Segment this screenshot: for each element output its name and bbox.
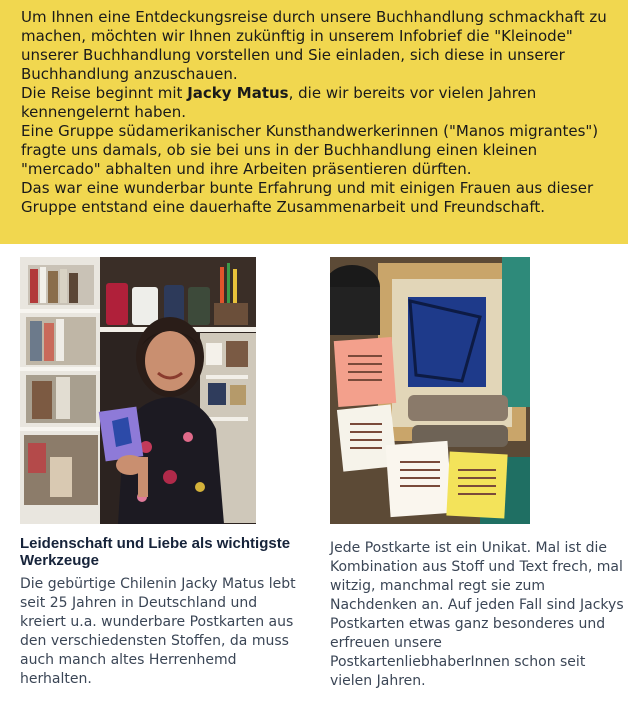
intro-paragraph-4: Das war eine wunderbar bunte Erfahrung und mit einigen Frauen aus dieser Gruppe entstand eine dauerhafte Zusammenarbeit und Freundschaft. [21, 179, 594, 216]
intro-paragraph-2 [21, 84, 621, 122]
intro-paragraph-2-start: Die Reise beginnt mit [21, 84, 188, 102]
left-caption-body: Die gebürtige Chilenin Jacky Matus lebt seit 25 Jahren in Deutschland und kreiert u.a. wunderbare Postkarten aus den verschiedensten Stoffen, da muss auch manch altes Herrenhemd herhalten. [20, 576, 296, 687]
intro-paragraph-2-end: , die wir bereits vor vielen Jahren kennengelernt haben. [21, 84, 537, 121]
left-caption-title: Leidenschaft und Liebe als wichtigste Werkzeuge [20, 535, 291, 569]
intro-paragraph-1: Um Ihnen eine Entdeckungsreise durch unsere Buchhandlung schmackhaft zu machen, möchten wir Ihnen zukünftig in unserem Infobrief die "Kleinode" unserer Buchhandlung vorstellen und Sie einladen, sich diese in unserer Buchhandlung anzuschauen. [21, 8, 607, 83]
right-caption-body: Jede Postkarte ist ein Unikat. Mal ist die Kombination aus Stoff und Text frech, mal witzig, manchmal regt sie zum Nachdenken an. Auf jeden Fall sind Jackys Postkarten etwas ganz besonderes und erfreuen unsere PostkartenliebhaberInnen schon seit vielen Jahren. [330, 540, 624, 689]
artist-name: Jacky Matus [187, 84, 289, 102]
intro-text [21, 8, 621, 217]
left-column [20, 257, 300, 689]
intro-paragraph-3: Eine Gruppe südamerikanischer Kunsthandwerkerinnen ("Manos migrantes") fragte uns damals, ob sie bei uns in der Buchhandlung einen kleinen "mercado" abhalten und ihre Arbeiten präsentieren dürften. [21, 122, 599, 178]
right-column [330, 257, 626, 691]
woman-holding-postcard-photo [20, 257, 256, 524]
postcards-on-printing-frame-photo [330, 257, 530, 524]
